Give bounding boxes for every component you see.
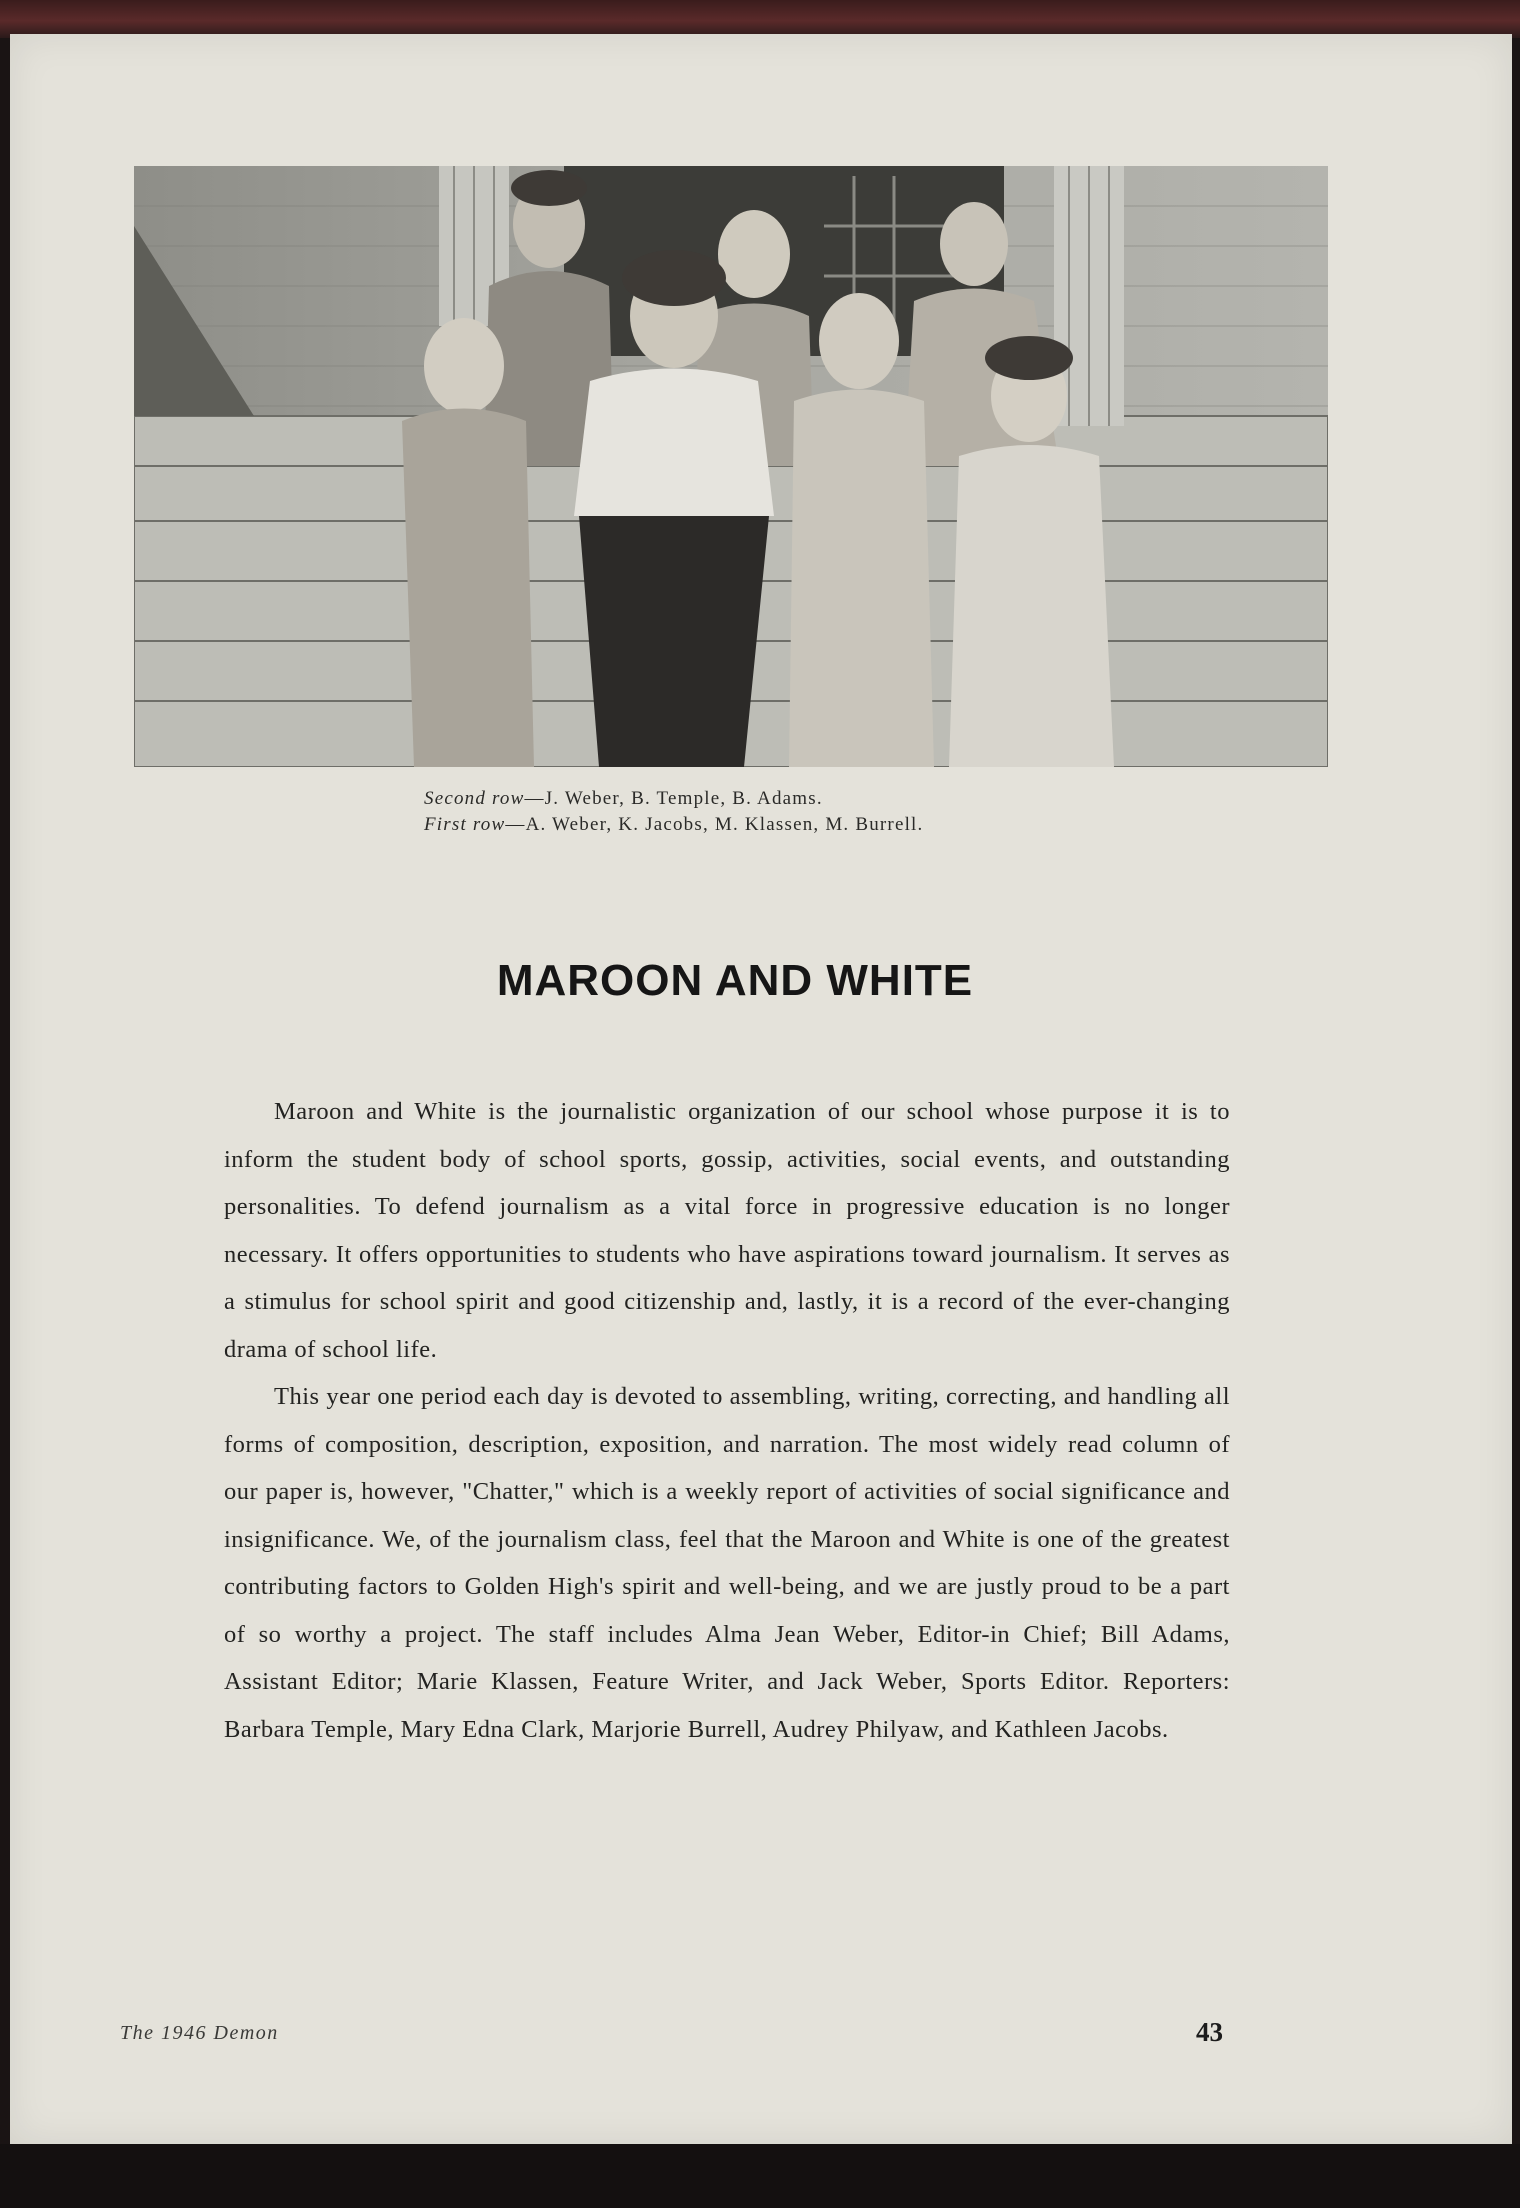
caption-first-row-label: First row	[424, 814, 506, 835]
book-spine-edge	[0, 0, 1520, 38]
paragraph-1: Maroon and White is the journalistic organization of our school whose purpose it is to inform the student body of school sports, gossip, activities, social events, and outstanding personalities. To defend journalism as a vital force in progressive education is no longer necessary. It offers opportunities to students who have aspirations toward journalism. It serves as a stimulus for school spirit and good citizenship and, lastly, it is a record of the ever-changing drama of school life.	[224, 1098, 1230, 1363]
caption-second-row	[424, 786, 1124, 812]
photo-caption	[424, 786, 1124, 838]
page-number: 43	[1196, 2017, 1223, 2047]
book-bottom-edge	[0, 2144, 1520, 2208]
footer-publication: The 1946 Demon	[120, 2022, 279, 2044]
article-body	[224, 1088, 1230, 1753]
caption-second-row-label: Second row	[424, 788, 525, 809]
page-title: MAROON AND WHITE	[496, 956, 974, 1005]
paragraph-2: This year one period each day is devoted to assembling, writing, correcting, and handling all forms of composition, description, exposition, and narration. The most widely read column of our paper is, however, "Chatter," which is a weekly report of activities of social significance and insignificance. We, of the journalism class, feel that the Maroon and White is one of the greatest contributing factors to Golden High's spirit and well-being, and we are justly proud to be a part of so worthy a project. The staff includes Alma Jean Weber, Editor-in Chief; Bill Adams, Assistant Editor; Marie Klassen, Feature Writer, and Jack Weber, Sports Editor. Reporters: Barbara Temple, Mary Edna Clark, Marjorie Burrell, Audrey Philyaw, and Kathleen Jacobs.	[224, 1383, 1230, 1743]
caption-second-row-names: —J. Weber, B. Temple, B. Adams.	[524, 788, 823, 809]
caption-first-row-names: —A. Weber, K. Jacobs, M. Klassen, M. Burrell.	[505, 814, 924, 835]
group-photo	[134, 166, 1328, 767]
caption-first-row	[424, 812, 1124, 838]
